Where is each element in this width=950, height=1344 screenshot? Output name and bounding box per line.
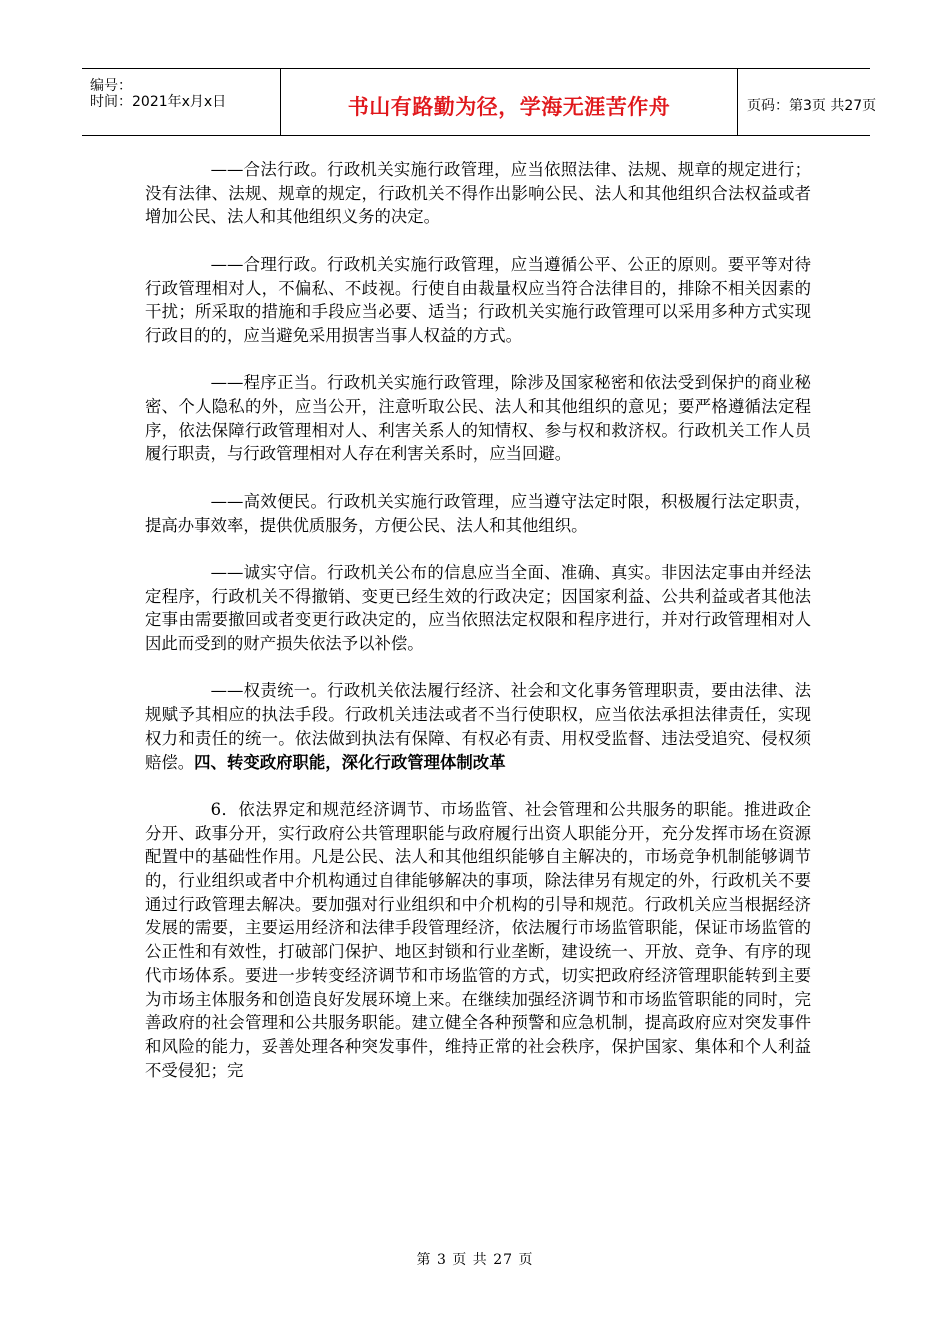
document-body <box>145 158 811 1106</box>
header-page-cell <box>738 69 877 135</box>
header-meta-cell <box>82 69 281 135</box>
paragraph-legal-administration: ——合法行政。行政机关实施行政管理，应当依照法律、法规、规章的规定进行；没有法律、法规、规章的规定，行政机关不得作出影响公民、法人和其他组织合法权益或者增加公民、法人和其他组织义务的决定。 <box>145 160 811 227</box>
header-page-info: 页码：第3页 共27页 <box>747 98 877 114</box>
section-heading: 四、转变政府职能，深化行政管理体制改革 <box>194 752 506 772</box>
paragraph-item-6: 6．依法界定和规范经济调节、市场监管、社会管理和公共服务的职能。推进政企分开、政事分开，实行政府公共管理职能与政府履行出资人职能分开，充分发挥市场在资源配置中的基础性作用。凡是公民、法人和其他组织能够自主解决的，市场竞争机制能够调节的，行业组织或者中介机构通过自律能够解决的事项，除法律另有规定的外，行政机关不要通过行政管理去解决。要加强对行业组织和中介机构的引导和规范。行政机关应当根据经济发展的需要，主要运用经济和法律手段管理经济，依法履行市场监管职能，保证市场监管的公正性和有效性，打破部门保护、地区封锁和行业垄断，建设统一、开放、竞争、有序的现代市场体系。要进一步转变经济调节和市场监管的方式，切实把政府经济管理职能转到主要为市场主体服务和创造良好发展环境上来。在继续加强经济调节和市场监管职能的同时，完善政府的社会管理和公共服务职能。建立健全各种预警和应急机制，提高政府应对突发事件和风险的能力，妥善处理各种突发事件，维持正常的社会秩序，保护国家、集体和个人利益不受侵犯；完 <box>145 799 811 1080</box>
header-motto: 书山有路勤为径，学海无涯苦作舟 <box>347 95 671 119</box>
document-number-label: 编号： <box>90 78 132 94</box>
paragraph-reasonable-administration: ——合理行政。行政机关实施行政管理，应当遵循公平、公正的原则。要平等对待行政管理相对人，不偏私、不歧视。行使自由裁量权应当符合法律目的，排除不相关因素的干扰；所采取的措施和手段应当必要、适当；行政机关实施行政管理可以采用多种方式实现行政目的的，应当避免采用损害当事人权益的方式。 <box>145 254 811 345</box>
paragraph-due-process: ——程序正当。行政机关实施行政管理，除涉及国家秘密和依法受到保护的商业秘密、个人隐私的外，应当公开，注意听取公民、法人和其他组织的意见；要严格遵循法定程序，依法保障行政管理相对人、利害关系人的知情权、参与权和救济权。行政机关工作人员履行职责，与行政管理相对人存在利害关系时，应当回避。 <box>145 373 811 464</box>
paragraph-efficiency: ——高效便民。行政机关实施行政管理，应当遵守法定时限，积极履行法定职责，提高办事效率，提供优质服务，方便公民、法人和其他组织。 <box>145 491 811 535</box>
paragraph-accountability <box>145 679 811 774</box>
document-date-label: 时间：2021年x月x日 <box>90 94 227 110</box>
header-motto-cell <box>281 69 738 135</box>
paragraph-good-faith: ——诚实守信。行政机关公布的信息应当全面、准确、真实。非因法定事由并经法定程序，行政机关不得撤销、变更已经生效的行政决定；因国家利益、公共利益或者其他法定事由需要撤回或者变更行政决定的，应当依照法定权限和程序进行，并对行政管理相对人因此而受到的财产损失依法予以补偿。 <box>145 562 811 653</box>
page-header <box>82 68 877 136</box>
page-footer: 第 3 页 共 27 页 <box>416 1252 534 1268</box>
paragraph-accountability-text: ——权责统一。行政机关依法履行经济、社会和文化事务管理职责，要由法律、法规赋予其相应的执法手段。行政机关违法或者不当行使职权，应当依法承担法律责任，实现权力和责任的统一。依法做到执法有保障、有权必有责、用权受监督、违法受追究、侵权须赔偿。 <box>145 681 811 772</box>
